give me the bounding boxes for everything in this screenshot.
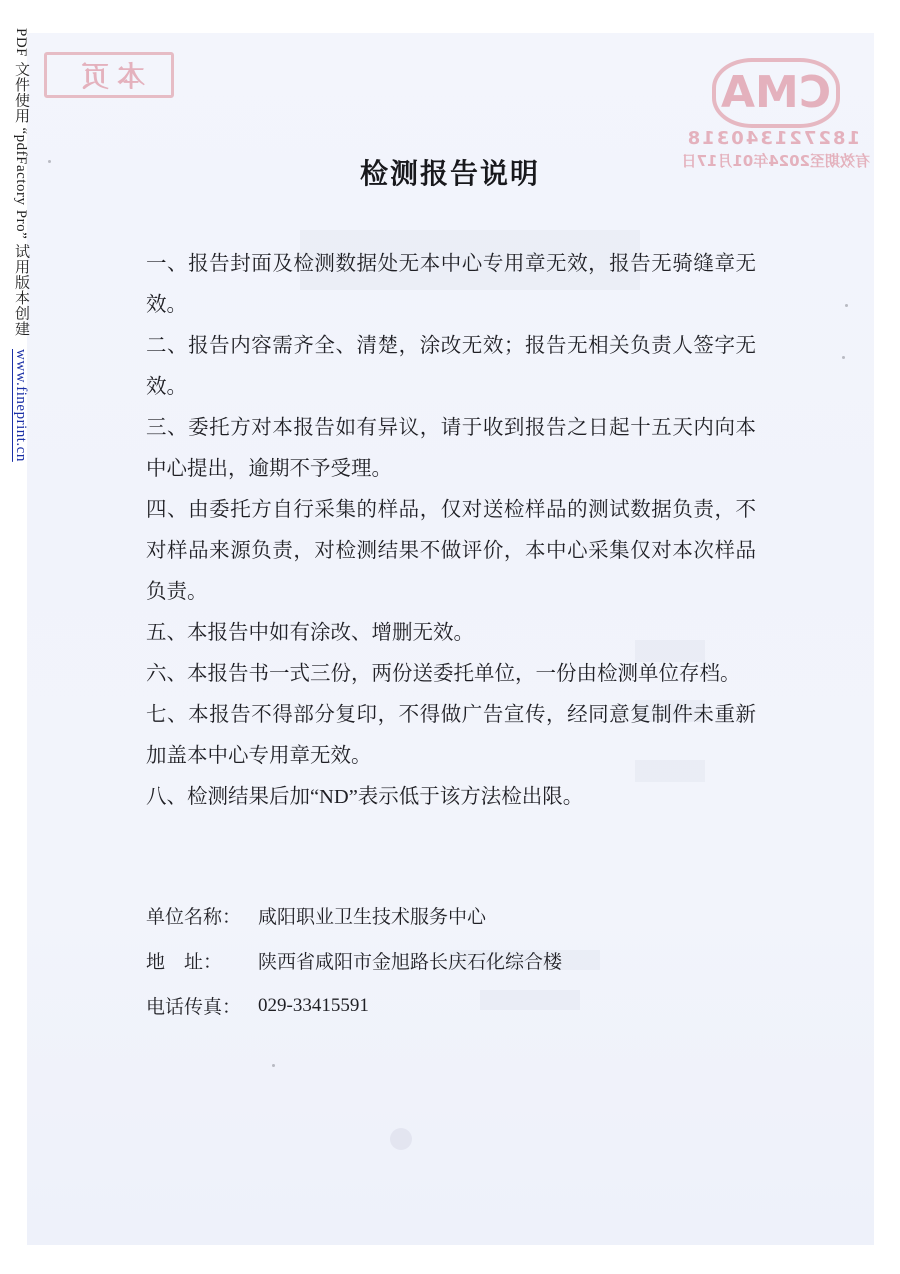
clause-list (146, 244, 756, 818)
clause-item: 八、检测结果后加“ND”表示低于该方法检出限。 (146, 786, 584, 808)
page-seal-text: 本页 (73, 60, 146, 93)
clause-item: 六、本报告书一式三份，两份送委托单位，一份由检测单位存档。 (146, 663, 741, 685)
scan-speck (845, 304, 848, 307)
watermark-link[interactable]: www.fineprint.cn (13, 348, 29, 462)
scan-speck (842, 356, 845, 359)
pdf-trial-watermark (12, 28, 30, 462)
unit-name-label: 单位名称： (146, 907, 242, 928)
address-value: 陕西省咸阳市金旭路长庆石化综合楼 (258, 952, 563, 973)
scan-speck (48, 160, 51, 163)
clause-item: 一、报告封面及检测数据处无本中心专用章无效，报告无骑缝章无效。 (146, 253, 756, 316)
scan-speck (272, 1064, 275, 1067)
clause-item: 四、由委托方自行采集的样品，仅对送检样品的测试数据负责，不对样品来源负责，对检测结果不做评价，本中心采集仅对本次样品负责。 (146, 499, 756, 603)
cma-number: 182721340318 (685, 128, 860, 149)
clause-item: 二、报告内容需齐全、清楚，涂改无效；报告无相关负责人签字无效。 (146, 335, 756, 398)
address-row (146, 938, 562, 983)
contact-info (146, 893, 562, 1028)
clause-item: 七、本报告不得部分复印，不得做广告宣传，经同意复制件未重新加盖本中心专用章无效。 (146, 704, 756, 767)
clause-item: 三、委托方对本报告如有异议，请于收到报告之日起十五天内向本中心提出，逾期不予受理。 (146, 417, 756, 480)
phone-value: 029-33415591 (258, 994, 369, 1016)
unit-name-value: 咸阳职业卫生技术服务中心 (258, 907, 487, 928)
page-title: 检测报告说明 (359, 157, 540, 190)
page-seal-stamp (44, 52, 174, 98)
watermark-text: PDF 文件使用 “pdfFactory Pro” 试用版本创建 (13, 28, 29, 337)
phone-row (146, 983, 562, 1028)
scan-smudge (390, 1128, 412, 1150)
clause-item: 五、本报告中如有涂改、增删无效。 (146, 622, 474, 644)
cma-mark: CMA (712, 58, 840, 128)
cma-validity: 有效期至2024年01月17日 (681, 152, 870, 170)
unit-name-row (146, 893, 562, 938)
phone-label: 电话传真： (146, 997, 242, 1018)
address-label: 地 址： (146, 952, 223, 973)
